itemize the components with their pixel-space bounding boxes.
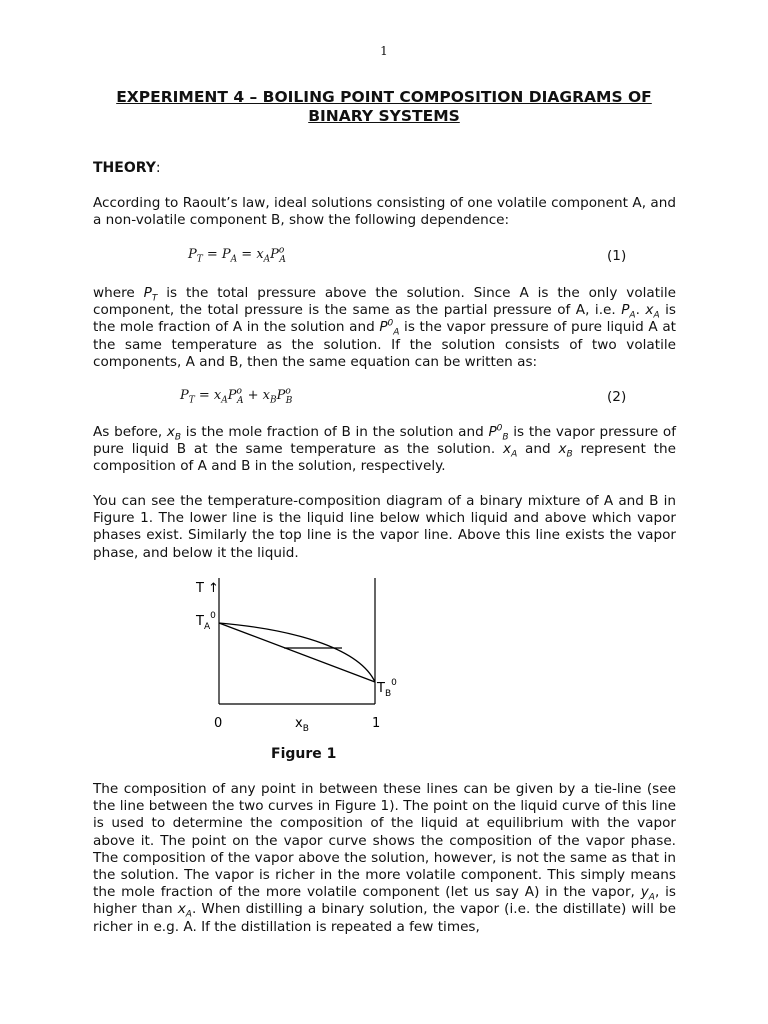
p2-text-1: where xyxy=(93,285,144,301)
p2-p0a-sub: A xyxy=(393,328,400,339)
p2-text-3: . xyxy=(635,302,646,319)
p2-xa-sub: A xyxy=(653,310,660,321)
p2-text-4: is the mole fraction of A in the solution and xyxy=(93,302,676,336)
p5-ya-sub: A xyxy=(648,892,655,903)
document-title: EXPERIMENT 4 – BOILING POINT COMPOSITION DIAGRAMS OF BINARY SYSTEMS xyxy=(116,88,652,125)
equation-2-number: (2) xyxy=(607,389,627,405)
p3-p0b: P xyxy=(488,424,497,440)
p3-p0b-sub: B xyxy=(502,432,509,443)
p3-text-1: As before, xyxy=(93,424,167,440)
tb0-base: T xyxy=(377,681,385,696)
p2-text-5: is the vapor pressure of pure liquid A at the same temperature as the solution. If the solution consists of two volatile components, A and B, then the same equation can be written as: xyxy=(93,319,676,370)
figure-1-diagram xyxy=(180,570,420,735)
equation-1: $P_T = P_A = x_AP^o_A$ xyxy=(188,245,286,265)
p3-text-5: represent the composition of A and B in the solution, respectively. xyxy=(93,441,676,475)
p3-text-3: is the vapor pressure of pure liquid B at the same temperature as the solution. xyxy=(93,424,676,458)
p5-ya: y xyxy=(640,884,649,901)
p3-xa-sub: A xyxy=(511,449,518,460)
ta0-base: T xyxy=(196,614,204,629)
x-axis-zero: 0 xyxy=(214,716,223,731)
t-axis-letter: T xyxy=(196,581,204,596)
p2-p0a-sup: 0 xyxy=(387,318,394,329)
paragraph-3 xyxy=(93,424,676,476)
p2-pt-sub: T xyxy=(151,293,158,304)
theory-heading-colon: : xyxy=(155,160,161,176)
p5-xa: x xyxy=(177,901,186,918)
p2-xa: x xyxy=(645,302,654,319)
p2-pa: P xyxy=(621,302,630,319)
equation-2: $P_T = x_AP^o_A + x_BP^o_B$ xyxy=(180,386,293,406)
p5-text-1: The composition of any point in between these lines can be given by a tie-line (see the line between the two curves in Figure 1). The point on the liquid curve of this line is used to determine the composition of the liquid at equilibrium with the vapor above it. The point on the vapor curve shows the composition of the vapor phase. The composition of the vapor above the solution, however, is not the same as that in the solution. The vapor is richer in the more volatile component. This simply means the mole fraction of the more volatile component (let us say A) in the vapor, xyxy=(93,781,676,901)
paragraph-1: According to Raoult’s law, ideal solutions consisting of one volatile component A, and a non-volatile component B, show the following dependence: xyxy=(93,195,676,229)
tb0-sup: 0 xyxy=(391,678,397,688)
p3-xb2: x xyxy=(558,441,567,458)
p3-p0b-sup: 0 xyxy=(496,423,503,434)
ta0-label xyxy=(195,611,216,632)
paragraph-2 xyxy=(93,285,676,371)
t-axis-label xyxy=(195,581,219,596)
figure-caption: Figure 1 xyxy=(271,746,337,762)
ta0-sub: A xyxy=(203,622,211,632)
p3-xb2-sub: B xyxy=(566,449,573,460)
p3-text-2: is the mole fraction of B in the solution and xyxy=(181,424,489,440)
p3-xa: x xyxy=(503,441,512,458)
paragraph-4: You can see the temperature-composition diagram of a binary mixture of A and B in Figure 1. The lower line is the liquid line below which liquid and above which vapor phases exist. Similarly the top line is the vapor line. Above this line exists the vapor phase, and below it the liquid. xyxy=(93,493,676,561)
theory-heading-text: THEORY xyxy=(93,160,156,176)
p5-xa-sub: A xyxy=(185,910,192,921)
p5-text-2: , is higher than xyxy=(93,884,676,918)
paragraph-5 xyxy=(93,781,676,936)
ta0-sup: 0 xyxy=(210,611,216,621)
x-axis-one: 1 xyxy=(372,716,381,731)
tb0-label xyxy=(376,678,397,699)
p2-pt: P xyxy=(143,285,152,301)
equation-1-number: (1) xyxy=(607,248,627,264)
x-axis-label xyxy=(295,716,309,734)
p3-xb: x xyxy=(166,424,175,440)
xb-sub: B xyxy=(302,724,309,734)
page-number: 1 xyxy=(380,44,388,58)
p3-text-4: and xyxy=(517,441,559,458)
theory-heading xyxy=(93,160,161,176)
p3-xb-sub: B xyxy=(174,432,182,443)
tb0-sub: B xyxy=(384,689,392,699)
p2-p0a: P xyxy=(379,319,388,336)
up-arrow-icon: ↑ xyxy=(207,581,219,596)
liquid-line xyxy=(219,623,375,682)
p5-text-3: . When distilling a binary solution, the vapor (i.e. the distillate) will be richer in e.g. A. If the distillation is repeated a few times, xyxy=(93,901,676,935)
p2-text-2: is the total pressure above the solution. Since A is the only volatile component, the total pressure is the same as the partial pressure of A, i.e. xyxy=(93,285,676,319)
p2-pa-sub: A xyxy=(629,310,636,321)
xb-base: x xyxy=(295,716,303,731)
